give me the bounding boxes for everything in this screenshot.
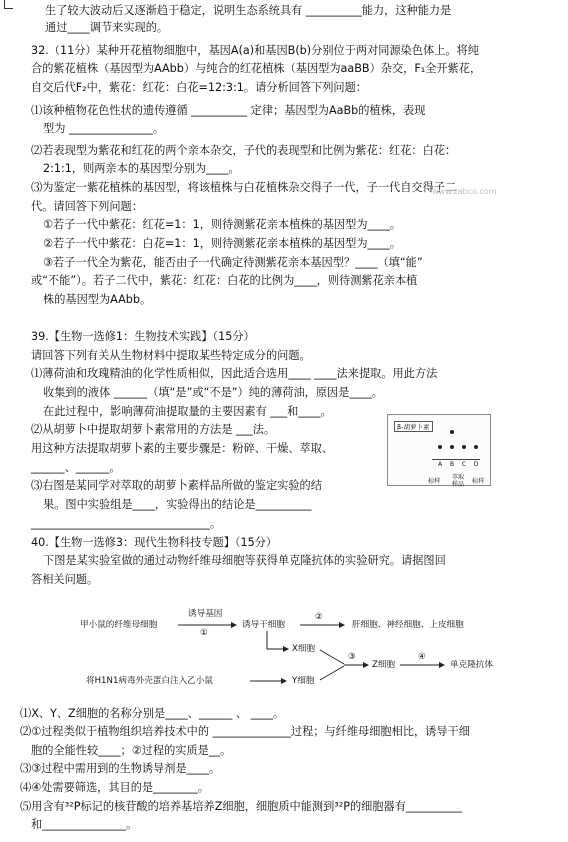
lane-b: B [449,461,455,468]
step-3-label: ③ [348,652,356,662]
y-cell-label: Y细胞 [292,676,315,686]
q32-sub-2: ②若子一代中紫花：白花=1：1，则待测紫花亲本植株的基因型为____。 [43,237,402,250]
q40-part-5: ⑸用含有³²P标记的核苷酸的培养基培养Z细胞，细胞质中能测到³²P的细胞器有__________ [20,800,462,813]
q39-part-3: ⑶右图是某同学对萃取的胡萝卜素样品所做的鉴定实验的结 [31,479,322,492]
q32-part-2: ⑵若表现型为紫花和红花的两个亲本杂交，子代的表现型和比例为紫花：红花：白花： [31,144,457,157]
q31-line-1: 生了较大波动后又逐渐趋于稳定，说明生态系统具有 __________能力，这种能力是 [45,4,452,17]
q39-part-1-end: 在此过程中，影响薄荷油提取量的主要因素有 ___和____。 [43,405,332,418]
q39-part-1: ⑴薄荷油和玫瑰精油的化学性质相似，因此适合选用____ ____法来提取。用此方法 [31,367,438,380]
q32-sub-3-cont: 或“不能”）。若子二代中，紫花：红花：白花的比例为____，则待测紫花亲本植 [31,274,418,287]
label-sample: 萃取样品 [451,474,465,488]
q31-line-2: 通过____调节来实现的。 [45,21,169,34]
q39-heading: 39.【生物一选修1：生物技术实践】（15分） [31,330,255,343]
q39-part-3-cont: 果。图中实验组是____，实验得出的结论是__________ [43,498,312,511]
q40-intro: 下图是某实验室做的通过动物纤维母细胞等获得单克隆抗体的实验研究。请据图回 [43,554,446,567]
q32-part-2-cont: 2:1:1，则两亲本的基因型分别为____。 [43,162,240,175]
z-cell-label: Z细胞 [372,660,396,670]
label-standard-right: 标样 [472,478,485,485]
step-4-label: ④ [418,652,426,662]
q32-sub-3-end: 株的基因型为AAbb。 [43,293,152,306]
q40-part-5-cont: 和_______________。 [31,818,138,831]
stem-cell-label: 诱导干细胞 [242,620,285,630]
label-standard-left: 标样 [428,478,441,485]
q32-part-3-cont: 代。请回答下列问题： [31,200,143,213]
beta-carotene-tag: β-胡萝卜素 [394,421,433,432]
q39-intro: 请回答下列有关从生物材料中提取某些特定成分的问题。 [31,349,311,362]
q40-part-4: ⑷④处需要筛选，其目的是________。 [20,781,210,794]
lane-c: C [461,461,467,468]
step-2-label: ② [315,612,323,622]
watermark: www.zabco.com [432,187,497,196]
q39-part-2: ⑵从胡萝卜中提取胡萝卜素常用的方法是 ___法。 [31,423,276,436]
differentiated-cells-label: 肝细胞、神经细胞、上皮细胞 [352,620,464,630]
q40-part-3: ⑶③过程中需用到的生物诱导剂是____。 [20,762,221,775]
q39-part-1-cont: 收集到的液体 ______（填“是”或“不是”）纯的薄荷油，原因是____。 [43,386,383,399]
q32-part-3: ⑶为鉴定一紫花植株的基因型，将该植株与白花植株杂交得子一代，子一代自交得子二 [31,181,457,194]
monoclonal-antibody-label: 单克隆抗体 [450,660,493,670]
q39-part-3-end: ________________________________。 [31,517,222,530]
q32-line-2: 合的紫花植株（基因型为AAbb）与纯合的红花植株（基因型为aaBB）杂交，F₁全开紫花， [31,62,482,75]
q40-part-2: ⑵①过程类似于植物组织培养技术中的 ______________过程；与纤维母细胞相比，诱导干细 [20,725,470,738]
q40-part-2-cont: 胞的全能性较____；②过程的实质是__。 [31,744,232,757]
q39-part-2-cont: 用这种方法提取胡萝卜素的主要步骤是：粉碎、干燥、萃取、 [31,442,334,455]
injection-label: 将H1N1病毒外壳蛋白注入乙小鼠 [86,676,213,686]
q39-part-2-end: ______、______。 [31,461,121,474]
q32-line-3: 自交后代F₂中，紫花：红花：白花=12:3:1。请分析回答下列问题： [31,81,367,94]
q40-intro-cont: 答相关问题。 [31,573,99,586]
q40-part-1: ⑴X、Y、Z细胞的名称分别是____、______ 、 ____。 [20,707,285,720]
q32-part-1: ⑴该种植物花色性状的遗传遵循 __________ 定律；基因型为AaBb的植株，表现 [31,104,426,117]
q40-heading: 40.【生物一选修3：现代生物科技专题】（15分） [31,536,278,549]
induce-gene-label: 诱导基因 [188,609,223,619]
lane-a: A [437,461,443,468]
q32-heading: 32.（11分）某种开花植物细胞中，基因A(a)和基因B(b)分别位于两对同源染色体上。将纯 [31,44,479,57]
q32-sub-1: ①若子一代中紫花：红花=1：1，则待测紫花亲本植株的基因型为____。 [43,218,402,231]
lane-d: D [473,461,479,468]
x-cell-label: X细胞 [292,644,316,654]
q32-part-1-cont: 型为 _______________。 [43,122,165,135]
fibroblast-label: 甲小鼠的纤维母细胞 [80,620,158,630]
step-1-label: ① [200,628,208,638]
q32-sub-3: ③若子一代全为紫花，能否由子一代确定待测紫花亲本基因型？____（填“能” [43,256,423,269]
